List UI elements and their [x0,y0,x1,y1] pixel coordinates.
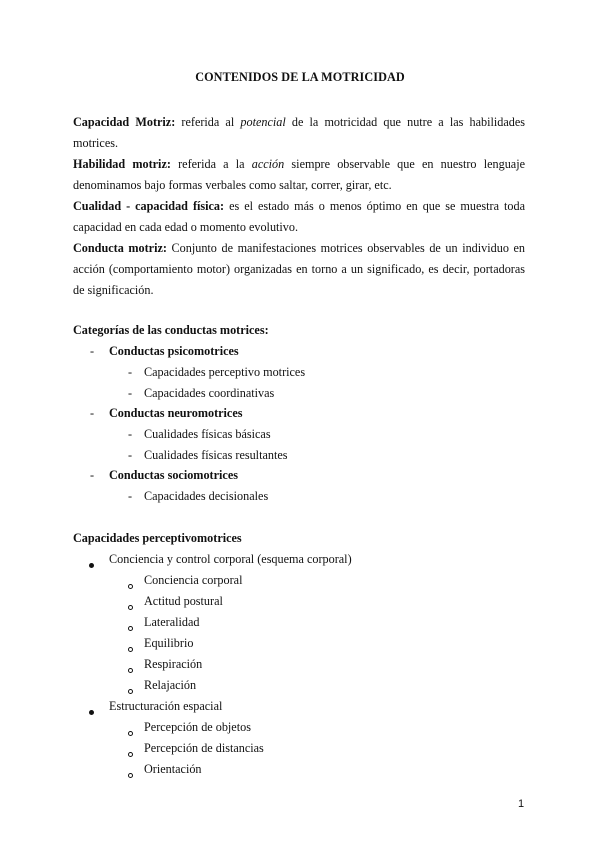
bullet-dot-icon [89,557,94,572]
bullet-circle-icon [128,578,133,593]
bullet-circle-icon [128,725,133,740]
bullet-circle-icon [128,620,133,635]
page-number: 1 [518,798,525,810]
dash-marker: - [128,448,133,462]
definition-term: Cualidad - capacidad física: [73,199,225,213]
category-psicomotrices: Conductas psicomotrices [109,344,239,358]
definition-text: es el estado más o menos óptimo en que se muestra toda capacidad en cada edad o momento evolutivo. [73,199,525,234]
definition-term: Conducta motriz: [73,241,167,255]
dash-marker: - [90,468,95,482]
definition-text: de la motricidad que nutre a las habilidades motrices. [73,115,526,150]
bullet-dot-icon [89,704,94,719]
list-item: Orientación [144,762,202,776]
definition-cualidad-fisica [73,196,525,238]
bullet-circle-icon [128,767,133,782]
bullet-circle-icon [128,662,133,677]
dash-marker: - [90,344,95,358]
list-item: Conciencia corporal [144,573,243,587]
definition-text: Conjunto de manifestaciones motrices observables de un individuo en acción (comportamiento motor) organizadas en torno a un significado, es decir, portadoras de significación. [73,241,525,297]
categories-heading: Categorías de las conductas motrices: [73,323,269,337]
bullet-circle-icon [128,746,133,761]
list-item: Cualidades físicas básicas [144,427,271,441]
dash-marker: - [128,489,133,503]
bullet-circle-icon [128,641,133,656]
definition-text: referida al [175,115,241,129]
list-item: Percepción de distancias [144,741,264,755]
list-item: Conciencia y control corporal (esquema corporal) [109,552,352,566]
definition-text: siempre observable que en nuestro lenguaje denominamos bajo formas verbales como saltar, correr, girar, etc. [73,157,525,192]
list-item: Capacidades perceptivo motrices [144,365,306,379]
definition-emphasis: acción [251,157,285,171]
definition-capacidad-motriz [73,112,525,154]
definition-text: referida a la [170,157,252,171]
dash-marker: - [128,427,133,441]
list-item: Equilibrio [144,636,194,650]
dash-marker: - [128,365,133,379]
bullet-circle-icon [128,683,133,698]
dash-marker: - [128,386,133,400]
list-item: Capacidades decisionales [144,489,269,503]
list-item: Relajación [144,678,197,692]
definition-term: Capacidad Motriz: [73,115,176,129]
category-sociomotrices: Conductas sociomotrices [109,468,238,482]
dash-marker: - [90,406,95,420]
definition-conducta-motriz [73,238,525,301]
list-item: Capacidades coordinativas [144,386,275,400]
bullet-circle-icon [128,599,133,614]
list-item: Lateralidad [144,615,200,629]
list-item: Respiración [144,657,203,671]
list-item: Estructuración espacial [109,699,223,713]
definition-emphasis: potencial [240,115,286,129]
perceptivo-heading: Capacidades perceptivomotrices [73,531,242,545]
list-item: Cualidades físicas resultantes [144,448,288,462]
definition-habilidad-motriz [73,154,525,196]
list-item: Actitud postural [144,594,223,608]
page-title: CONTENIDOS DE LA MOTRICIDAD [195,70,405,84]
list-item: Percepción de objetos [144,720,251,734]
definition-term: Habilidad motriz: [73,157,171,171]
category-neuromotrices: Conductas neuromotrices [109,406,243,420]
